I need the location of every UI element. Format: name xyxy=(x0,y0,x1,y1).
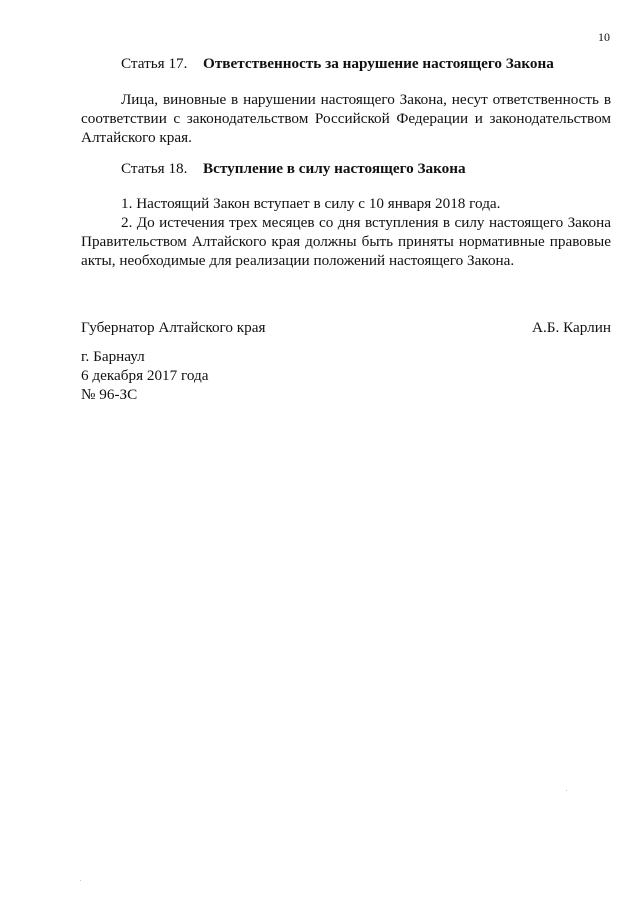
signatory-position: Губернатор Алтайского края xyxy=(81,319,266,336)
article-18-paragraph-1: 1. Настоящий Закон вступает в силу с 10 января 2018 года. xyxy=(121,195,501,212)
article-17-body xyxy=(81,90,611,147)
article-17-title: Ответственность за нарушение настоящего Закона xyxy=(203,55,554,72)
page-number: 10 xyxy=(598,30,610,44)
signature-row xyxy=(81,318,611,337)
article-18-title: Вступление в силу настоящего Закона xyxy=(203,160,466,177)
article-18-paragraph-2: 2. До истечения трех месяцев со дня вступления в силу настоящего Закона Правительством Алтайского края должны быть приняты нормативные правовые акты, необходимые для реализации положений настоящего Закона. xyxy=(81,214,611,269)
article-17-number: Статья 17. xyxy=(121,55,188,72)
article-18-number: Статья 18. xyxy=(121,160,188,177)
date: 6 декабря 2017 года xyxy=(81,367,209,384)
place-date-block xyxy=(81,347,209,404)
article-18-body xyxy=(81,194,611,270)
scan-speck xyxy=(80,880,81,881)
signatory-name: А.Б. Карлин xyxy=(532,319,611,336)
article-18-heading xyxy=(121,159,466,178)
article-17-heading xyxy=(121,54,554,73)
law-number: № 96-ЗС xyxy=(81,386,138,403)
city: г. Барнаул xyxy=(81,348,145,365)
article-17-paragraph-1: Лица, виновные в нарушении настоящего Закона, несут ответственность в соответствии с законодательством Российской Федерации и законодательством Алтайского края. xyxy=(81,91,611,146)
scan-speck xyxy=(566,790,567,791)
